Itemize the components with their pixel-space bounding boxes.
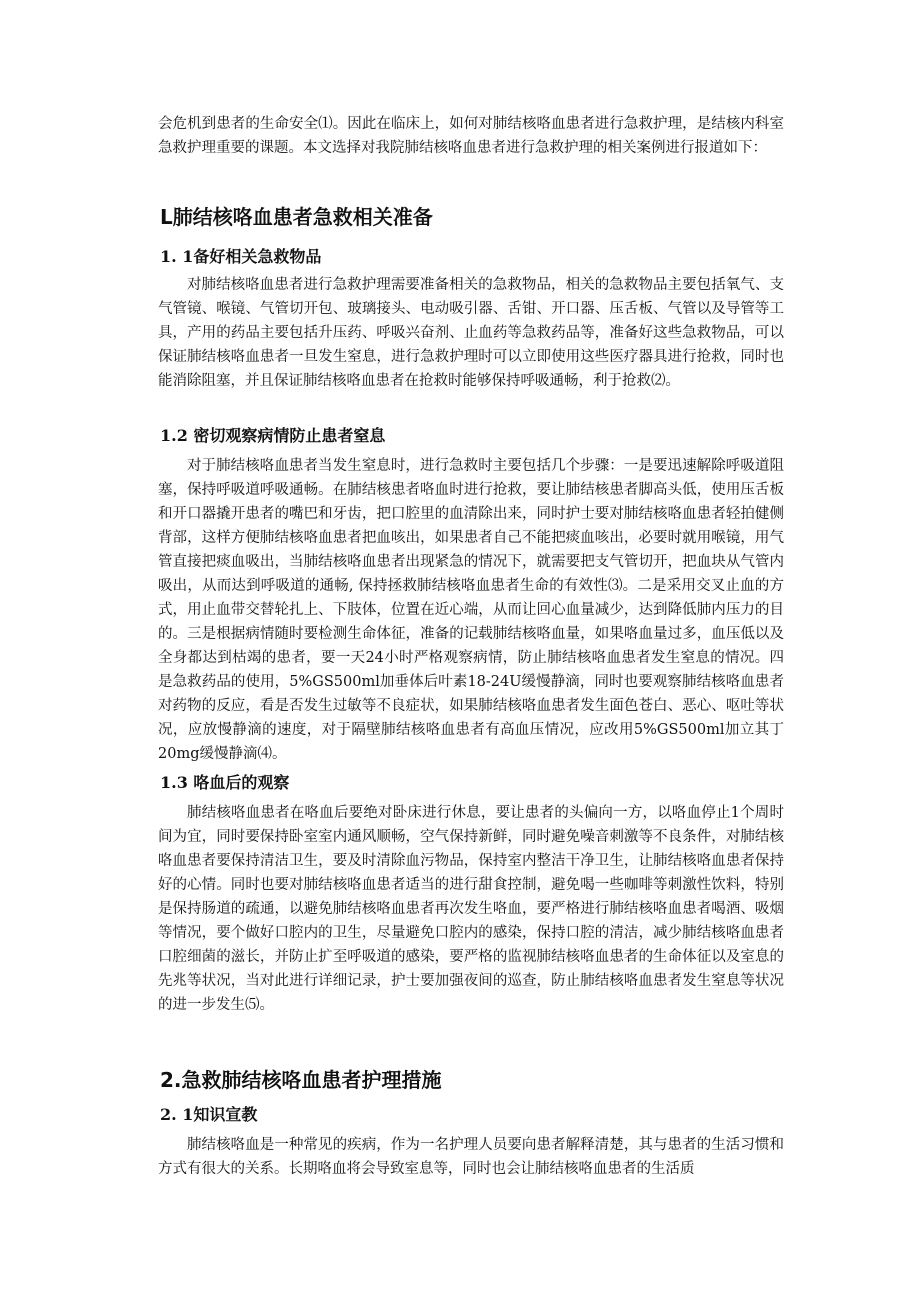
section-1-heading: L肺结核咯血患者急救相关准备 [160,205,433,229]
subsection-1-1-heading: 1. 1备好相关急救物品 [160,247,322,266]
subsection-1-3-heading: 1.3 咯血后的观察 [160,773,290,792]
subsection-2-1-heading: 2. 1知识宣教 [160,1105,258,1124]
subsection-1-2-heading: 1.2 密切观察病情防止患者窒息 [160,426,386,445]
section-2-heading: 2.急救肺结核咯血患者护理措施 [160,1068,442,1092]
subsection-2-1-body: 肺结核咯血是一种常见的疾病，作为一名护理人员要向患者解释清楚，其与患者的生活习惯和方式有很大的关系。长期咯血将会导致室息等，同时也会让肺结核咯血患者的生活质 [158,1137,784,1177]
subsection-1-1-body: 对肺结核咯血患者进行急救护理需要准备相关的急救物品，相关的急救物品主要包括氧气、支气管镜、喉镜、气管切开包、玻璃接头、电动吸引器、舌钳、开口器、压舌板、气管以及导管等工具，产用的药品主要包括升压药、呼吸兴奋剂、止血药等急救药品等，准备好这些急救物品，可以保证肺结核咯血患者一旦发生窒息，进行急救护理时可以立即使用这些医疗器具进行抢救，同时也能消除阻塞，并且保证肺结核咯血患者在抢救时能够保持呼吸通畅，利于抢救⑵。 [158,277,784,389]
intro-paragraph: 会危机到患者的生命安全⑴。因此在临床上，如何对肺结核咯血患者进行急救护理，是结核内科室急救护理重要的课题。本文选择对我院肺结核咯血患者进行急救护理的相关案例进行报道如下： [158,116,784,156]
subsection-1-3-body: 肺结核咯血患者在咯血后要绝对卧床进行休息，要让患者的头偏向一方，以咯血停止1个周时间为宜，同时要保持卧室室内通风顺畅，空气保持新鲜，同时避免噪音刺激等不良条件，对肺结核咯血患者要保持清洁卫生，要及时清除血污物品，保持室内整洁干净卫生，让肺结核咯血患者保持好的心情。同时也要对肺结核咯血患者适当的进行甜食控制，避免喝一些咖啡等刺激性饮料，特别是保持肠道的疏通，以避免肺结核咯血患者再次发生咯血，要严格进行肺结核咯血患者喝酒、吸烟等情况，要个做好口腔内的卫生，尽量避免口腔内的感染，保持口腔的清洁，减少肺结核咯血患者口腔细菌的滋长，并防止扩至呼吸道的感染，要严格的监视肺结核咯血患者的生命体征以及室息的先兆等状况，当对此进行详细记录，护士要加强夜间的巡查，防止肺结核咯血患者发生窒息等状况的进一步发生⑸。 [158,805,784,1013]
subsection-1-2-body: 对于肺结核咯血患者当发生窒息时，进行急救时主要包括几个步骤：一是要迅速解除呼吸道阻塞，保持呼吸道呼吸通畅。在肺结核患者咯血时进行抢救，要让肺结核患者脚高头低，使用压舌板和开口器撬开患者的嘴巴和牙齿，把口腔里的血清除出来，同时护士要对肺结核咯血患者轻拍健侧背部，这样方便肺结核咯血患者把血咳出，如果患者自己不能把痰血咳出，必要时就用喉镜，用气管直接把痰血吸出，当肺结核咯血患者出现紧急的情况下，就需要把支气管切开，把血块从气管内吸出，从而达到呼吸道的通畅, 保持拯救肺结核咯血患者生命的有效性⑶。二是采用交叉止血的方式，用止血带交替轮扎上、下肢体，位置在近心端，从而让回心血量减少，达到降低肺内压力的目的。三是根据病情随时要检测生命体征，准备的记载肺结核咯血量，如果咯血量过多，血压低以及全身都达到枯竭的患者，要一天24小时严格观察病情，防止肺结核咯血患者发生窒息的情况。四是急救药品的使用，5%GS500ml加垂体后叶素18-24U缓慢静滴，同时也要观察肺结核咯血患者对药物的反应，看是否发生过敏等不良症状，如果肺结核咯血患者发生面色苍白、恶心、呕吐等状况，应放慢静滴的速度，对于隔壁肺结核咯血患者有高血压情况，应改用5%GS500ml加立其丁20mg缓慢静滴⑷。 [158,458,784,762]
